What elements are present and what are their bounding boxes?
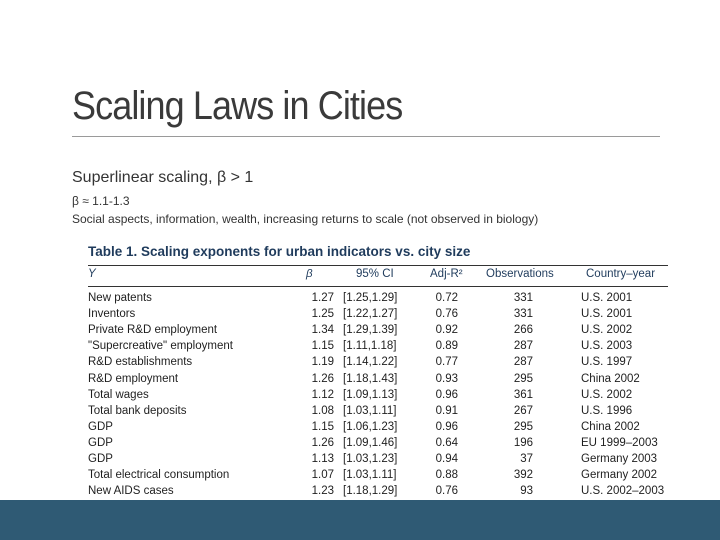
- cell-observations: 361: [513, 388, 533, 401]
- cell-country-year: U.S. 1996: [581, 404, 633, 417]
- footer-band: [0, 500, 720, 540]
- cell-ci: [1.06,1.23]: [343, 420, 398, 433]
- cell-ci: [1.03,1.23]: [343, 453, 398, 465]
- header-adj-r2: Adj-R²: [430, 268, 463, 280]
- cell-beta: 1.19: [311, 356, 334, 369]
- cell-adj-r2: 0.96: [435, 420, 458, 433]
- subtitle-superlinear: Superlinear scaling, β > 1: [72, 169, 254, 186]
- cell-ci: [1.11,1.18]: [343, 340, 397, 353]
- table-row: [88, 453, 668, 469]
- subtitle-description: Social aspects, information, wealth, increasing returns to scale (not observed in biology): [72, 212, 539, 226]
- table-header-rule: [88, 286, 668, 287]
- header-y: Y: [88, 268, 96, 280]
- cell-beta: 1.15: [311, 420, 334, 433]
- cell-observations: 196: [513, 436, 533, 449]
- cell-ci: [1.25,1.29]: [343, 292, 398, 304]
- cell-ci: [1.18,1.29]: [343, 485, 398, 498]
- table-row: [88, 437, 668, 453]
- table-image: [78, 236, 682, 520]
- cell-y: Total bank deposits: [88, 404, 187, 417]
- table-row: [88, 485, 668, 501]
- cell-observations: 287: [513, 340, 533, 353]
- cell-observations: 267: [513, 404, 533, 417]
- cell-ci: [1.03,1.11]: [343, 469, 397, 482]
- cell-adj-r2: 0.93: [435, 372, 458, 385]
- cell-adj-r2: 0.96: [435, 388, 458, 401]
- cell-adj-r2: 0.88: [435, 469, 458, 482]
- cell-ci: [1.29,1.39]: [343, 324, 398, 337]
- slide-title: Scaling Laws in Cities: [72, 84, 403, 128]
- header-beta: β: [306, 268, 313, 280]
- table-row: [88, 389, 668, 405]
- cell-country-year: U.S. 2002–2003: [581, 485, 665, 498]
- cell-observations: 331: [513, 308, 533, 321]
- cell-country-year: EU 1999–2003: [581, 436, 658, 449]
- cell-beta: 1.12: [311, 388, 334, 401]
- table-row: [88, 373, 668, 389]
- cell-y: New AIDS cases: [88, 485, 174, 498]
- cell-adj-r2: 0.77: [435, 356, 458, 369]
- cell-y: GDP: [88, 420, 113, 433]
- cell-country-year: China 2002: [581, 420, 640, 433]
- cell-beta: 1.26: [311, 436, 334, 449]
- cell-y: R&D employment: [88, 372, 179, 385]
- cell-adj-r2: 0.92: [435, 324, 458, 337]
- cell-observations: 287: [513, 356, 533, 369]
- cell-y: Private R&D employment: [88, 324, 218, 337]
- table-row: [88, 340, 668, 356]
- cell-country-year: U.S. 2001: [581, 308, 633, 321]
- cell-beta: 1.13: [311, 453, 334, 465]
- cell-adj-r2: 0.72: [435, 292, 458, 304]
- cell-beta: 1.27: [311, 292, 334, 304]
- title-divider: [72, 136, 660, 137]
- cell-country-year: U.S. 2002: [581, 324, 633, 337]
- cell-country-year: Germany 2002: [581, 469, 658, 482]
- cell-adj-r2: 0.89: [435, 340, 458, 353]
- cell-beta: 1.23: [311, 485, 334, 498]
- cell-country-year: China 2002: [581, 372, 640, 385]
- table-row: [88, 405, 668, 421]
- cell-adj-r2: 0.76: [435, 308, 458, 321]
- cell-adj-r2: 0.64: [435, 436, 458, 449]
- cell-ci: [1.22,1.27]: [343, 308, 398, 321]
- table-row: [88, 356, 668, 372]
- cell-country-year: U.S. 2003: [581, 340, 633, 353]
- cell-country-year: U.S. 1997: [581, 356, 633, 369]
- cell-y: R&D establishments: [88, 356, 193, 369]
- cell-beta: 1.25: [311, 308, 334, 321]
- cell-beta: 1.07: [311, 469, 334, 482]
- header-observations: Observations: [486, 268, 554, 280]
- cell-ci: [1.09,1.13]: [343, 388, 398, 401]
- cell-beta: 1.34: [311, 324, 334, 337]
- cell-observations: 295: [513, 372, 533, 385]
- cell-ci: [1.18,1.43]: [343, 372, 398, 385]
- cell-observations: 392: [513, 469, 533, 482]
- table-row: [88, 469, 668, 485]
- table-row: [88, 292, 668, 308]
- cell-y: New patents: [88, 292, 152, 304]
- table-row: [88, 324, 668, 340]
- header-country-year: Country–year: [586, 268, 656, 280]
- table-row: [88, 421, 668, 437]
- cell-y: Total electrical consumption: [88, 469, 230, 482]
- cell-y: Inventors: [88, 308, 136, 321]
- subtitle-beta-range: β ≈ 1.1-1.3: [72, 194, 130, 208]
- table-header: [88, 268, 668, 286]
- cell-y: GDP: [88, 436, 113, 449]
- header-ci: 95% CI: [356, 268, 394, 280]
- cell-country-year: U.S. 2001: [581, 292, 633, 304]
- cell-ci: [1.14,1.22]: [343, 356, 398, 369]
- cell-beta: 1.15: [311, 340, 334, 353]
- cell-observations: 37: [520, 453, 533, 465]
- cell-beta: 1.08: [311, 404, 334, 417]
- cell-observations: 93: [520, 485, 533, 498]
- cell-beta: 1.26: [311, 372, 334, 385]
- table-top-rule: [88, 265, 668, 266]
- cell-observations: 331: [513, 292, 533, 304]
- table-row: [88, 308, 668, 324]
- cell-country-year: Germany 2003: [581, 453, 658, 465]
- cell-country-year: U.S. 2002: [581, 388, 633, 401]
- cell-ci: [1.03,1.11]: [343, 404, 397, 417]
- cell-y: Total wages: [88, 388, 149, 401]
- cell-y: "Supercreative" employment: [88, 340, 233, 353]
- cell-observations: 295: [513, 420, 533, 433]
- cell-adj-r2: 0.76: [435, 485, 458, 498]
- cell-observations: 266: [513, 324, 533, 337]
- table-caption: Table 1. Scaling exponents for urban indicators vs. city size: [88, 244, 471, 259]
- cell-y: GDP: [88, 453, 113, 465]
- cell-adj-r2: 0.91: [435, 404, 458, 417]
- cell-adj-r2: 0.94: [435, 453, 458, 465]
- cell-ci: [1.09,1.46]: [343, 436, 398, 449]
